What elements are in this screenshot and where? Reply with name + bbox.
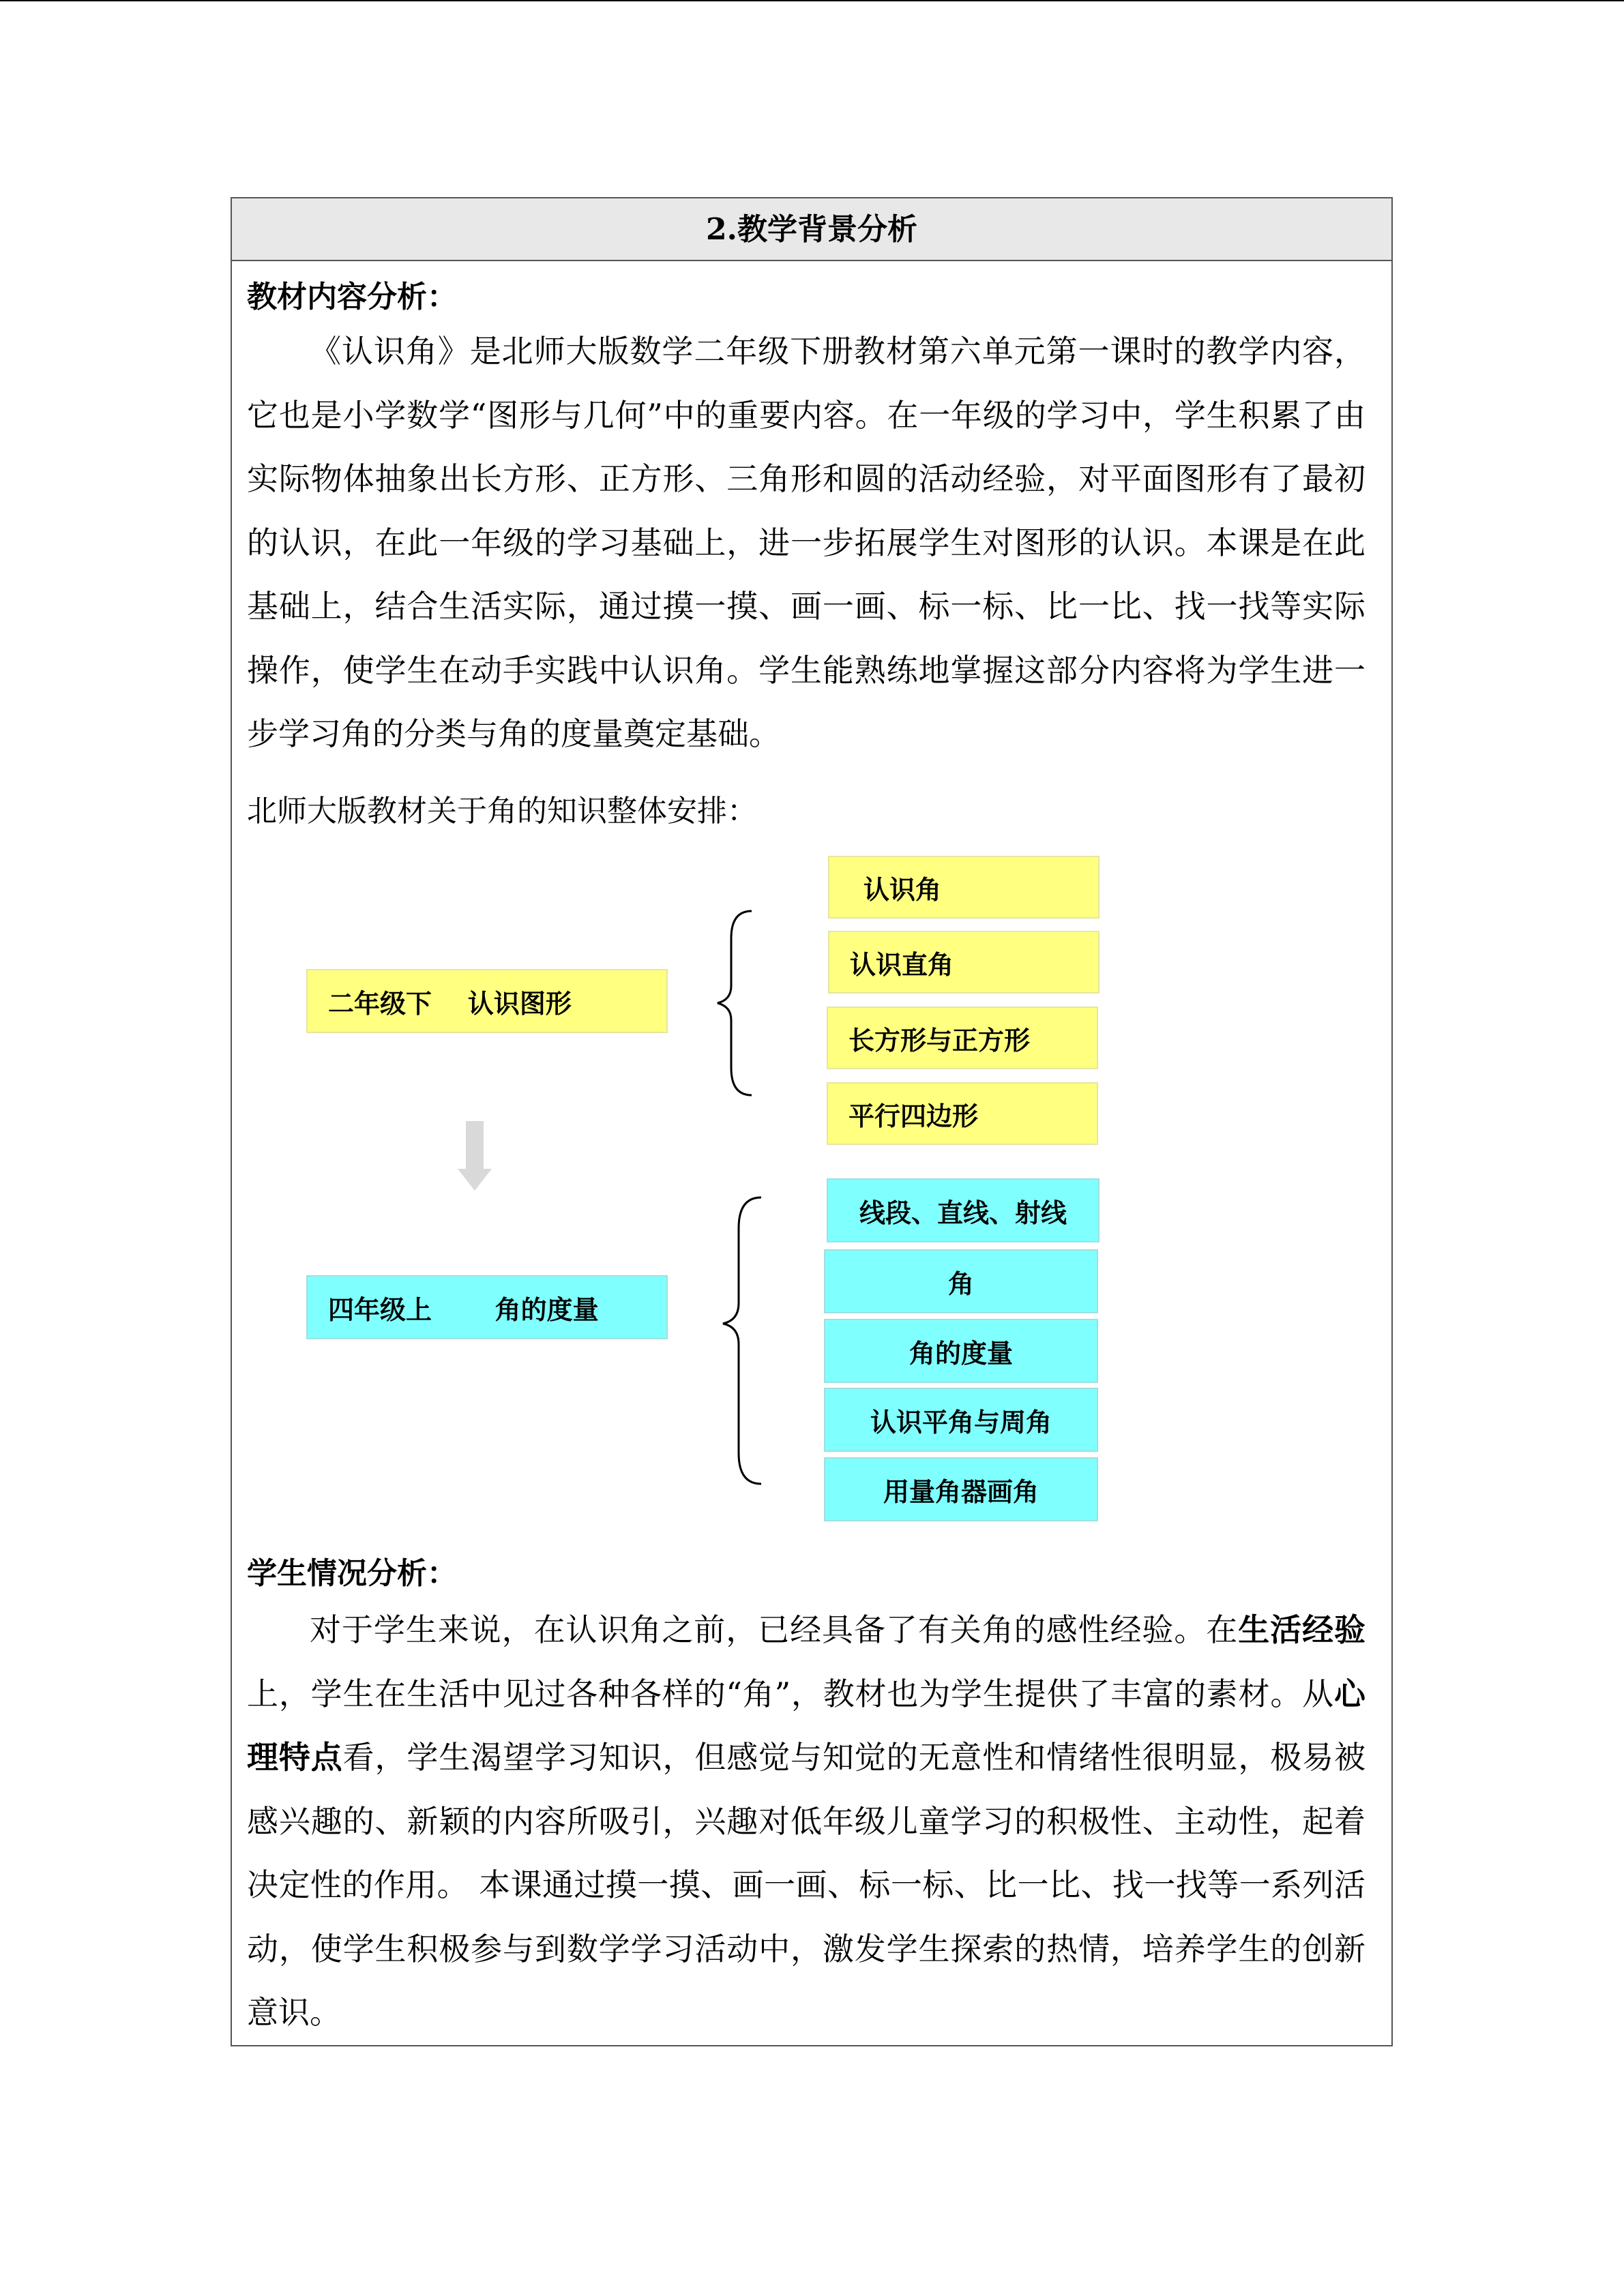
section-title: 2.教学背景分析	[232, 198, 1391, 261]
grade4-label-box: 四年级上 角的度量	[306, 1275, 668, 1339]
textbook-analysis-paragraph: 《认识角》是北师大版数学二年级下册教材第六单元第一课时的教学内容，它也是小学数学“图形与几何”中的重要内容。在一年级的学习中，学生积累了由实际物体抽象出长方形、正方形、三角形和圆的活动经验，对平面图形有了最初的认识，在此一年级的学习基础上，进一步拓展学生对图形的认识。本课是在此基础上，结合生活实际，通过摸一摸、画一画、标一标、比一比、找一找等实际操作，使学生在动手实践中认识角。学生能熟练地掌握这部分内容将为学生进一步学习角的分类与角的度量奠定基础。	[247, 333, 1365, 752]
psychology-emphasis: 心理特点	[247, 1675, 1365, 1776]
grade4-topic-3: 角的度量	[824, 1319, 1098, 1383]
student-text-3: 看，学生渴望学习知识，但感觉与知觉的无意性和情绪性很明显，极易被感兴趣的、新颖的内容所吸引，兴趣对低年级儿童学习的积极性、主动性，起着决定性的作用。 本课通过摸一摸、画一画、标一标、比一比、找一找等一系列活动，使学生积极参与到数学学习活动中，激发学生探索的热情，培养学生的创新意识。	[247, 1739, 1366, 2031]
grade4-topic-2: 角	[824, 1249, 1098, 1313]
grade2-topic-3: 长方形与正方形	[827, 1007, 1098, 1069]
grade2-topic-2: 认识直角	[828, 931, 1099, 994]
textbook-analysis-heading: 教材内容分析：	[247, 280, 457, 314]
grade4-topic-1: 线段、直线、射线	[827, 1178, 1099, 1242]
arrangement-caption: 北师大版教材关于角的知识整体安排：	[247, 794, 757, 829]
grade4-topic-4: 认识平角与周角	[824, 1388, 1098, 1452]
down-arrow	[458, 1121, 492, 1191]
student-text-1: 对于学生来说，在认识角之前，已经具备了有关角的感性经验。在	[310, 1611, 1239, 1648]
grade4-brace	[723, 1197, 761, 1484]
teaching-background-table	[231, 197, 1393, 2046]
student-analysis-paragraph	[247, 1598, 1365, 2045]
grade2-topic-4: 平行四边形	[827, 1082, 1098, 1145]
page-top-border	[0, 0, 1624, 1]
student-text-2: 上，学生在生活中见过各种各样的“角”，教材也为学生提供了丰富的素材。从	[247, 1675, 1334, 1712]
grade2-label-box: 二年级下 认识图形	[306, 969, 668, 1033]
grade4-topic-5: 用量角器画角	[824, 1457, 1098, 1521]
grade2-topic-1: 认识角	[828, 856, 1099, 919]
grade2-brace	[718, 911, 752, 1095]
student-analysis-heading: 学生情况分析：	[247, 1556, 457, 1591]
curriculum-diagram	[232, 198, 1394, 1507]
life-experience-emphasis: 生活经验	[1238, 1611, 1365, 1648]
